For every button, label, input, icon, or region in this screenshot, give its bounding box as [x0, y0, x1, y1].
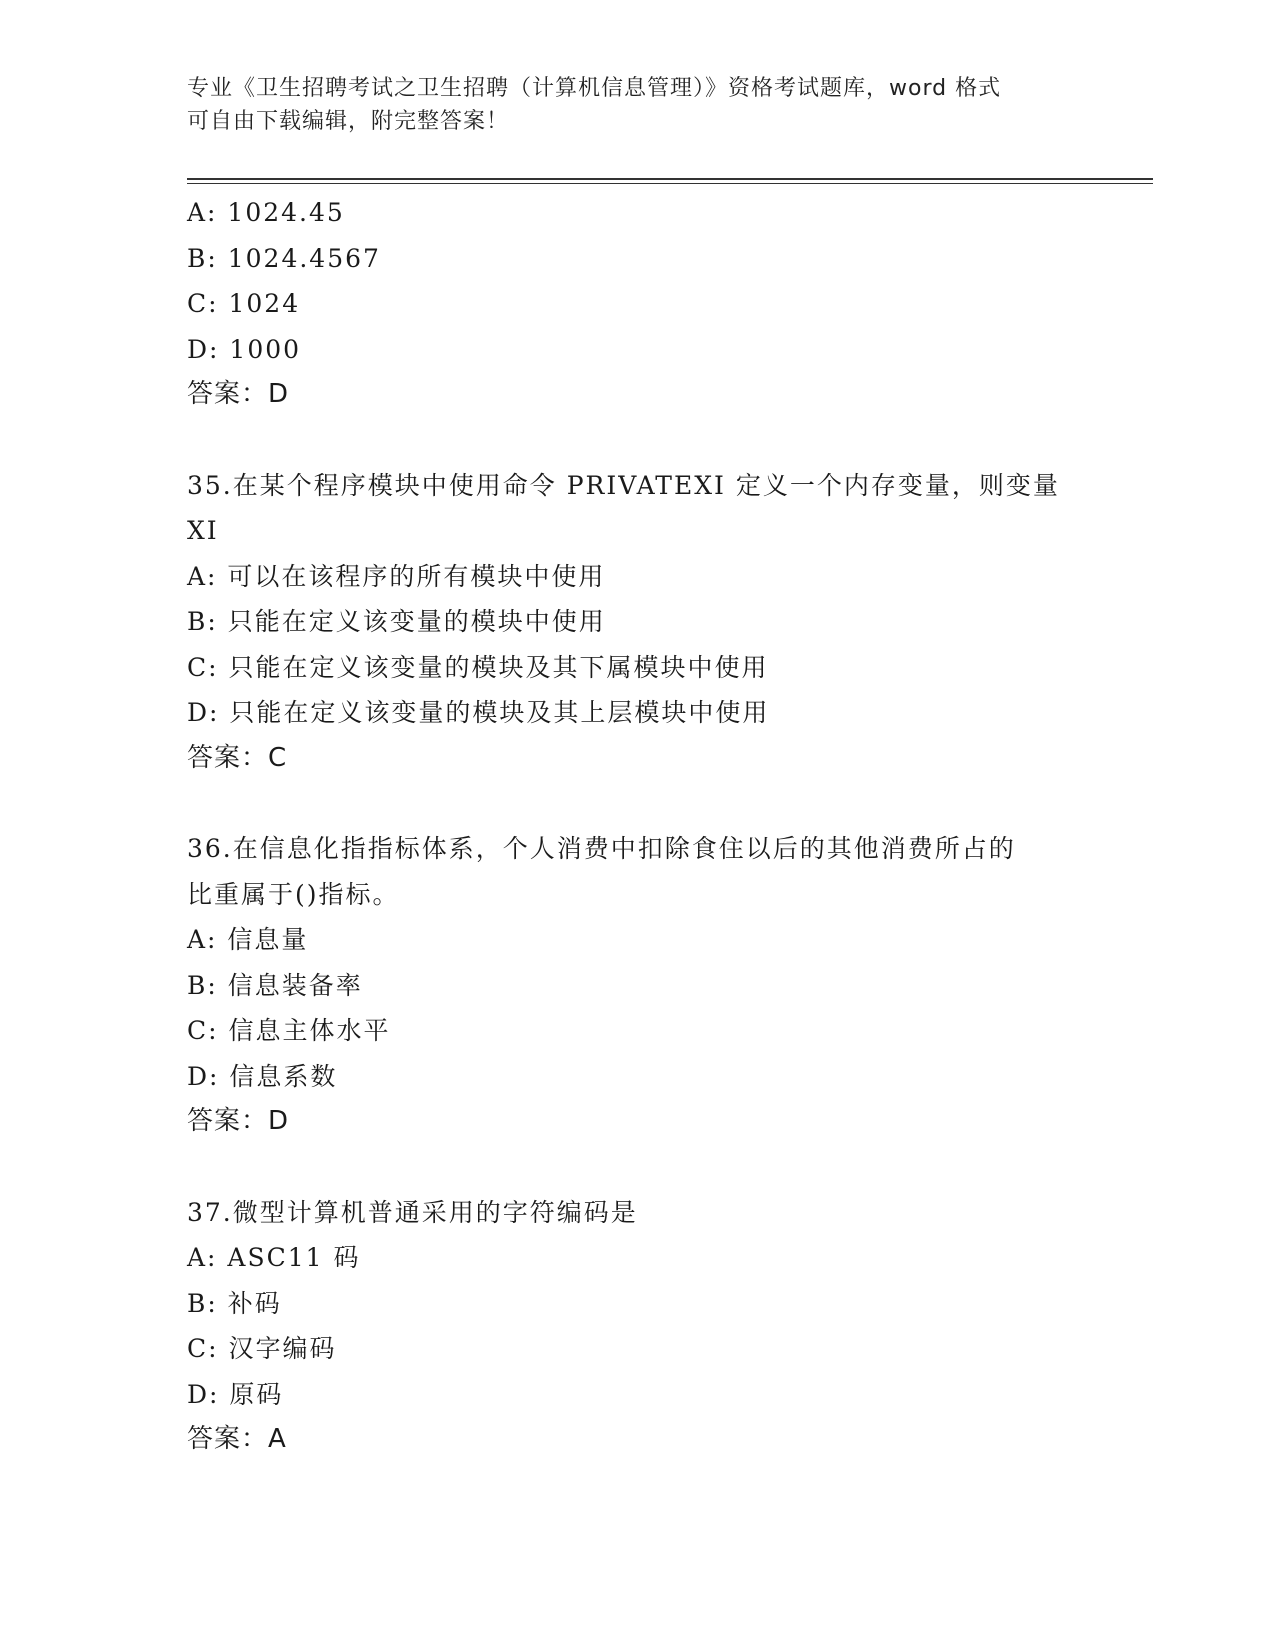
question-37 — [187, 1190, 1087, 1463]
header-divider-thick — [187, 178, 1153, 180]
header-line-1: 专业《卫生招聘考试之卫生招聘（计算机信息管理）》资格考试题库，word 格式 — [187, 76, 1002, 101]
option-d: D: 1000 — [187, 334, 302, 364]
option-b: B: 只能在定义该变量的模块中使用 — [187, 607, 606, 636]
header-divider-thin — [187, 183, 1153, 184]
option-d: D: 信息系数 — [187, 1061, 338, 1091]
question-list — [187, 190, 1087, 1463]
question-text-line-2: XI — [187, 516, 219, 545]
question-text-line-1: 37.微型计算机普通采用的字符编码是 — [187, 1197, 638, 1227]
option-a: A: 可以在该程序的所有模块中使用 — [187, 561, 606, 591]
option-c: C: 只能在定义该变量的模块及其下属模块中使用 — [187, 652, 769, 682]
answer-line: 答案：C — [187, 742, 288, 773]
option-c: C: 汉字编码 — [187, 1334, 337, 1363]
header-line-2: 可自由下载编辑，附完整答案！ — [187, 109, 510, 134]
option-a: A: 1024.45 — [187, 198, 345, 227]
question-34 — [187, 190, 1087, 418]
answer-line: 答案：A — [187, 1424, 287, 1454]
document-header — [187, 72, 1067, 138]
option-a: A: 信息量 — [187, 925, 309, 954]
question-35 — [187, 463, 1087, 782]
option-c: C: 1024 — [187, 289, 301, 318]
question-36 — [187, 826, 1087, 1145]
option-b: B: 1024.4567 — [187, 243, 381, 273]
option-a: A: ASC11 码 — [187, 1243, 361, 1272]
question-text-line-1: 36.在信息化指指标体系，个人消费中扣除食住以后的其他消费所占的 — [187, 834, 1016, 863]
option-b: B: 补码 — [187, 1288, 282, 1318]
answer-line: 答案：D — [187, 1106, 290, 1136]
answer-line: 答案：D — [187, 379, 290, 409]
option-c: C: 信息主体水平 — [187, 1016, 391, 1045]
option-d: D: 原码 — [187, 1379, 284, 1409]
option-d: D: 只能在定义该变量的模块及其上层模块中使用 — [187, 698, 770, 727]
option-b: B: 信息装备率 — [187, 970, 363, 1000]
question-text-line-2: 比重属于()指标。 — [187, 879, 400, 909]
question-text-line-1: 35.在某个程序模块中使用命令 PRIVATEXI 定义一个内存变量，则变量 — [187, 470, 1060, 500]
